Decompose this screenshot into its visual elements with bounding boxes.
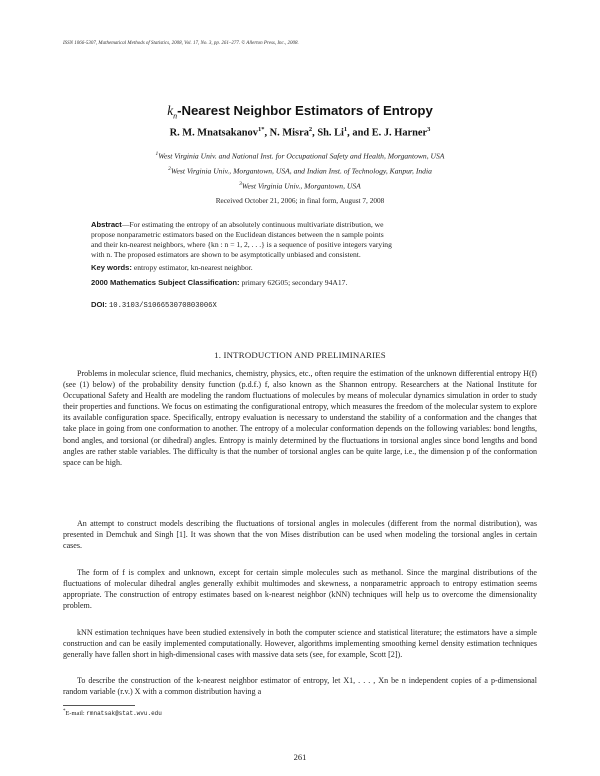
paragraph-4: kNN estimation techniques have been studied extensively in both the computer science and statistical literature; the estimators have a simple construction and can be easily implemented computationally. However, algorithms implementing smoothing kernel density estimation techniques generally have fallen short in high-dimensional cases with massive data sets (see, for example, Scott [2]). xyxy=(63,628,537,660)
author-affiliation-mark: 3 xyxy=(427,126,431,133)
author-affiliation-mark: 2 xyxy=(308,126,313,133)
paper-title xyxy=(0,103,600,121)
author-name: Sh. Li xyxy=(317,127,344,139)
doi-link[interactable]: 10.3103/S106653070803006X xyxy=(108,302,217,310)
email-link[interactable]: rmnatsak@stat.wvu.edu xyxy=(86,710,162,718)
author-separator: , and xyxy=(347,127,372,139)
paragraph-3: The form of f is complex and unknown, except for certain simple molecules such as methanol. Since the marginal distributions of the fluctuations of molecular dihedral angles generally exhibit multimodes and skewness, a nonparametric approach to entropy estimation seems appropriate. The construction of entropy estimates based on k-nearest neighbor (kNN) techniques will help us to overcome the dimensionality problem. xyxy=(63,568,537,611)
section-heading: 1. INTRODUCTION AND PRELIMINARIES xyxy=(214,350,386,360)
author-separator: , xyxy=(312,127,318,139)
keywords-label: Key words: xyxy=(91,263,132,272)
title-text: -Nearest Neighbor Estimators of Entropy xyxy=(177,103,433,118)
abstract-line-3: and their kn-nearest neighbors, where {kn : n = 1, 2, . . .} is a sequence of positive integers varying xyxy=(91,240,392,250)
abstract-label: Abstract xyxy=(91,220,122,229)
msc-classification: 2000 Mathematics Subject Classification: primary 62G05; secondary 94A17. xyxy=(91,278,348,287)
author-affiliation-mark: 1 xyxy=(343,126,348,133)
footnote-divider xyxy=(63,705,135,706)
doi-label: DOI: xyxy=(91,300,108,309)
author-name: E. J. Harner xyxy=(371,127,428,139)
doi xyxy=(91,300,509,311)
author-separator: , xyxy=(264,127,270,139)
abstract-line-4: with n. The proposed estimators are shown to be asymptotically unbiased and consistent. xyxy=(91,250,361,260)
keywords: Key words: entropy estimator, kn-nearest neighbor. xyxy=(91,263,253,272)
title-k-subscript: n xyxy=(173,111,178,121)
affiliation-3: $^3$West Virginia Univ., Morgantown, USA xyxy=(239,181,361,191)
affiliation-1: $^1$West Virginia Univ. and National Inst. for Occupational Safety and Health, Morgantown, USA xyxy=(155,151,445,161)
paragraph-1: Problems in molecular science, fluid mechanics, chemistry, physics, etc., often require the estimation of the unknown differential entropy H(f) (see (1) below) of the probability density function (p.d.f.) f, also known as the Shannon entropy. Researchers at the National Institute for Occupational Safety and Health are modeling the random fluctuations of molecules by means of molecular dynamics simulation in order to study their properties and functions. We focus on estimating the configurational entropy, which measures the freedom of the molecular system to explore its available configuration space. Specifically, entropy evaluation is necessary to understand the stability of a conformation and the changes that take place in going from one conformation to another. The entropy of a molecular conformation depends on the following variables: bond lengths, bond angles, and torsional (or dihedral) angles. Entropy is mainly determined by the fluctuations in torsional angles since bond lengths and bond angles are rather stable variables. The difficulty is that the number of torsional angles can be quite large, i.e., the dimension p of the conformation space can be high. xyxy=(63,369,537,467)
abstract-line-2: propose nonparametric estimators based on the Euclidean distances between the n sample points xyxy=(91,230,384,240)
author-name: N. Misra xyxy=(269,127,309,139)
paragraph-2: An attempt to construct models describing the fluctuations of torsional angles in molecules (different from the normal distribution), was presented in Demchuk and Singh [1]. It was shown that the von Mises distribution can be used when modeling the torsional angles in certain cases. xyxy=(63,519,537,551)
page-number: 261 xyxy=(293,752,307,762)
abstract: Abstract—For estimating the entropy of an absolutely continuous multivariate distribution, we propose nonparametric estimators based on the Euclidean distances between the n sample points and their kn-nearest neighbors, where {kn : n = 1, 2, . . .} is a sequence of positive integers varying with n. The proposed estimators are shown to be asymptotically unbiased and consistent. xyxy=(91,220,392,260)
author-list xyxy=(0,126,600,138)
msc-label: 2000 Mathematics Subject Classification: xyxy=(91,278,240,287)
author-name: R. M. Mnatsakanov xyxy=(169,127,258,139)
affiliation-2: $^2$West Virginia Univ., Morgantown, USA, and Indian Inst. of Technology, Kanpur, India xyxy=(168,166,432,176)
received-date: Received October 21, 2006; in final form, August 7, 2008 xyxy=(215,196,385,205)
title-k: k xyxy=(167,103,174,118)
abstract-line-1: For estimating the entropy of an absolutely continuous multivariate distribution, we xyxy=(129,220,384,229)
author-affiliation-mark: 1* xyxy=(257,126,265,133)
footnote: *E-mail: rmnatsak@stat.wvu.edu xyxy=(63,709,162,718)
paragraph-5: To describe the construction of the k-nearest neighbor estimator of entropy, let X1, . . . , Xn be n independent copies of a p-dimensional random variable (r.v.) X with a common distribution having a xyxy=(63,676,537,697)
journal-header: ISSN 1066-5307, Mathematical Methods of Statistics, 2008, Vol. 17, No. 3, pp. 261–277. © Allerton Press, Inc., 2008. xyxy=(63,41,299,46)
